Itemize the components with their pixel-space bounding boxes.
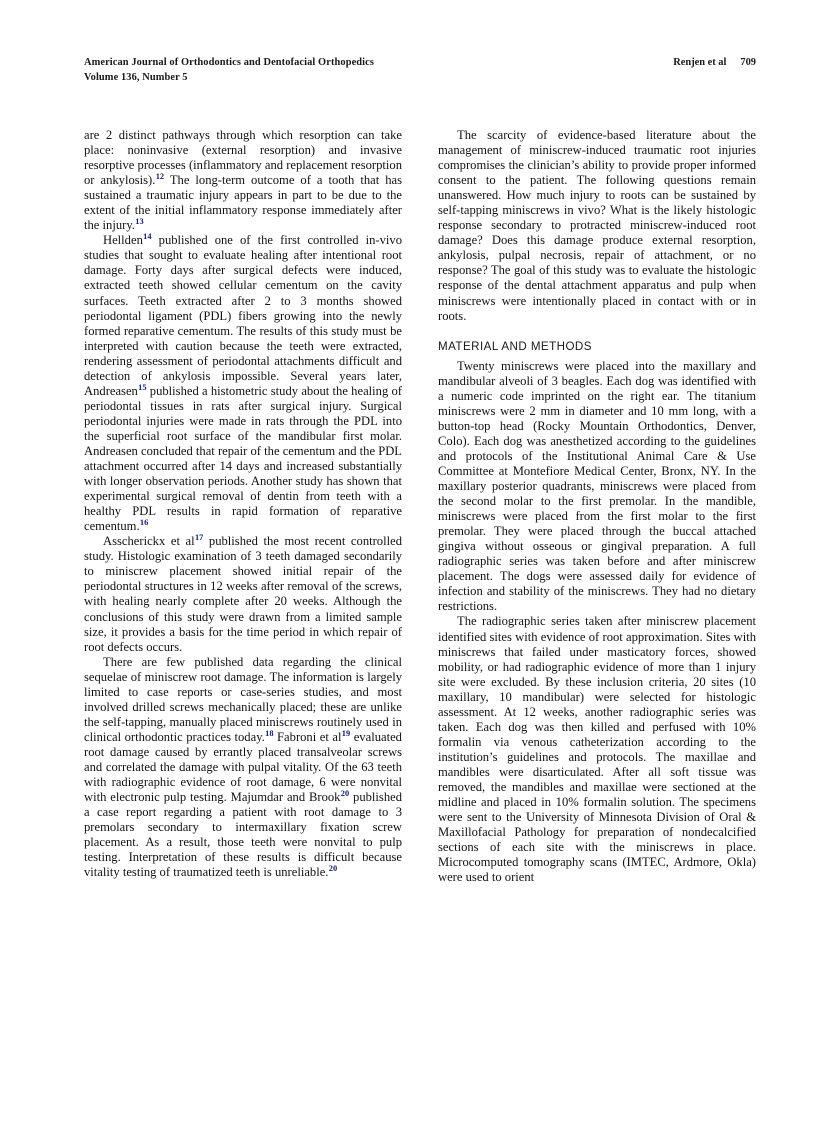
left-column-paragraph: There are few published data regarding the clinical sequelae of miniscrew root damage. The information is largely limited to case reports or case-series studies, and most involved drilled screws mechanically placed; these are unlike the self-tapping, manually placed miniscrews routinely used in clinical orthodontic practices today.$^{18}$ Fabroni et al$^{19}$ evaluated root damage caused by errantly placed transalveolar screws and correlated the damage with pulpal vitality. Of the 63 teeth with radiographic evidence of root damage, 6 were nonvital with electronic pulp testing. Majumdar and Brook$^{20}$ published a case report regarding a patient with root damage to 3 premolars secondary to intermaxillary fixation screw placement. As a result, those teeth were nonvital to pulp testing. Interpretation of these results is difficult because vitality testing of traumatized teeth is unreliable.$^{20}$: [84, 654, 402, 880]
reference-superscript[interactable]: 20: [340, 788, 350, 798]
right-column-paragraph: Twenty miniscrews were placed into the maxillary and mandibular alveoli of 3 beagles. Each dog was identified with a numeric code imprinted on the right ear. The titanium miniscrews were 2 mm in diameter and 10 mm long, with a button-top head (Rocky Mountain Orthodontics, Denver, Colo). Each dog was anesthetized according to the guidelines and protocols of the Institutional Animal Care & Use Committee at Montefiore Medical Center, Bronx, NY. In the maxillary posterior quadrants, miniscrews were placed from the second molar to the first premolar. In the mandible, miniscrews were placed from the first molar to the first premolar. They were placed through the buccal attached gingiva without osseous or gingival preparation. A full radiographic series was taken before and after miniscrew placement. The dogs were assessed daily for evidence of infection and stability of the miniscrews. They had no dietary restrictions.: [438, 358, 756, 614]
reference-superscript[interactable]: 12: [155, 171, 165, 181]
left-column: [84, 128, 402, 1068]
reference-superscript[interactable]: 14: [143, 232, 152, 242]
reference-superscript[interactable]: 18: [265, 728, 274, 738]
reference-superscript[interactable]: 19: [341, 728, 351, 738]
right-column-paragraph: The radiographic series taken after miniscrew placement identified sites with evidence of root approximation. Sites with miniscrews that failed under masticatory forces, showed mobility, or had radiographic evidence of more than 1 injury site were excluded. By these inclusion criteria, 20 sites (10 maxillary, 10 mandibular) were selected for histologic assessment. At 12 weeks, another radiographic series was taken. Each dog was then killed and perfused with 10% formalin via venous catheterization according to the institution’s guidelines and protocols. The maxillae and mandibles were disarticulated. After all soft tissue was removed, the mandibles and maxillae were sectioned at the midline and placed in 10% formalin solution. The specimens were sent to the University of Minnesota Division of Oral & Maxillofacial Pathology for preparation of nondecalcified sections of each site with the miniscrews in place. Microcomputed tomography scans (IMTEC, Ardmore, Okla) were used to orient: [438, 614, 756, 885]
left-column-paragraph: are 2 distinct pathways through which resorption can take place: noninvasive (external resorption) and invasive resorptive processes (inflammatory and replacement resorption or ankylosis).$^{12}$ The long-term outcome of a tooth that has sustained a traumatic injury appears in part to be due to the extent of the initial inflammatory response immediately after the injury.$^{13}$: [84, 128, 402, 233]
journal-title-line: American Journal of Orthodontics and Dentofacial Orthopedics: [84, 57, 375, 68]
left-column-paragraph: Asscherickx et al$^{17}$ published the most recent controlled study. Histologic examination of 3 teeth damaged secondarily to miniscrew placement showed initial repair of the periodontal structures in 12 weeks after removal of the screws, with healing nearly complete after 20 weeks. Although the conclusions of this study were drawn from a limited sample size, it provides a basis for the time period in which repair of root defects occurs.: [84, 533, 402, 654]
right-column: [438, 128, 756, 1068]
page-number: 709: [740, 57, 756, 68]
section-heading: MATERIAL AND METHODS: [438, 339, 592, 353]
section-spacer: [438, 324, 756, 339]
running-head: [84, 56, 756, 90]
journal-volume-line: Volume 136, Number 5: [84, 71, 188, 83]
running-head-authors-page: [673, 56, 756, 71]
running-head-journal: [84, 56, 534, 85]
article-body: [84, 128, 756, 1068]
reference-superscript[interactable]: 20: [328, 864, 338, 874]
reference-superscript[interactable]: 17: [194, 533, 204, 543]
left-column-paragraph: Hellden$^{14}$ published one of the first controlled in-vivo studies that sought to evaluate healing after intentional root damage. Forty days after surgical defects were induced, extracted teeth showed cellular cementum on the cavity surfaces. Teeth extracted after 2 to 3 months showed periodontal ligament (PDL) fibers growing into the newly formed reparative cementum. The results of this study must be interpreted with caution because the teeth were extracted, rendering assessment of periodontal attachments difficult and detection of ankylosis impossible. Several years later, Andreasen$^{15}$ published a histometric study about the healing of periodontal tissues in rats after surgical injury. Surgical periodontal injuries were made in rats through the PDL into the superficial root surface of the mandibular first molar. Andreasen concluded that repair of the cementum and the PDL attachment occurred after 14 days and increased substantially with longer observation periods. Another study has shown that experimental surgical removal of dentin from teeth with a healthy PDL results in rapid formation of reparative cementum.$^{16}$: [84, 232, 402, 534]
reference-superscript[interactable]: 16: [139, 518, 149, 528]
reference-superscript[interactable]: 15: [138, 382, 147, 392]
authors-short: Renjen et al: [673, 57, 727, 68]
reference-superscript[interactable]: 13: [135, 217, 144, 227]
right-column-paragraph: The scarcity of evidence-based literature about the management of miniscrew-induced traumatic root injuries compromises the clinician’s ability to provide proper informed consent to the patient. The following questions remain unanswered. How much injury to roots can be sustained by self-tapping miniscrews in vivo? What is the likely histologic response secondary to protracted miniscrew-induced root damage? Does this damage produce external resorption, ankylosis, pulpal necrosis, repair of attachment, or no response? The goal of this study was to evaluate the histologic response of the dental attachment apparatus and pulp when miniscrews were intentionally placed in contact with or in roots.: [438, 128, 756, 323]
